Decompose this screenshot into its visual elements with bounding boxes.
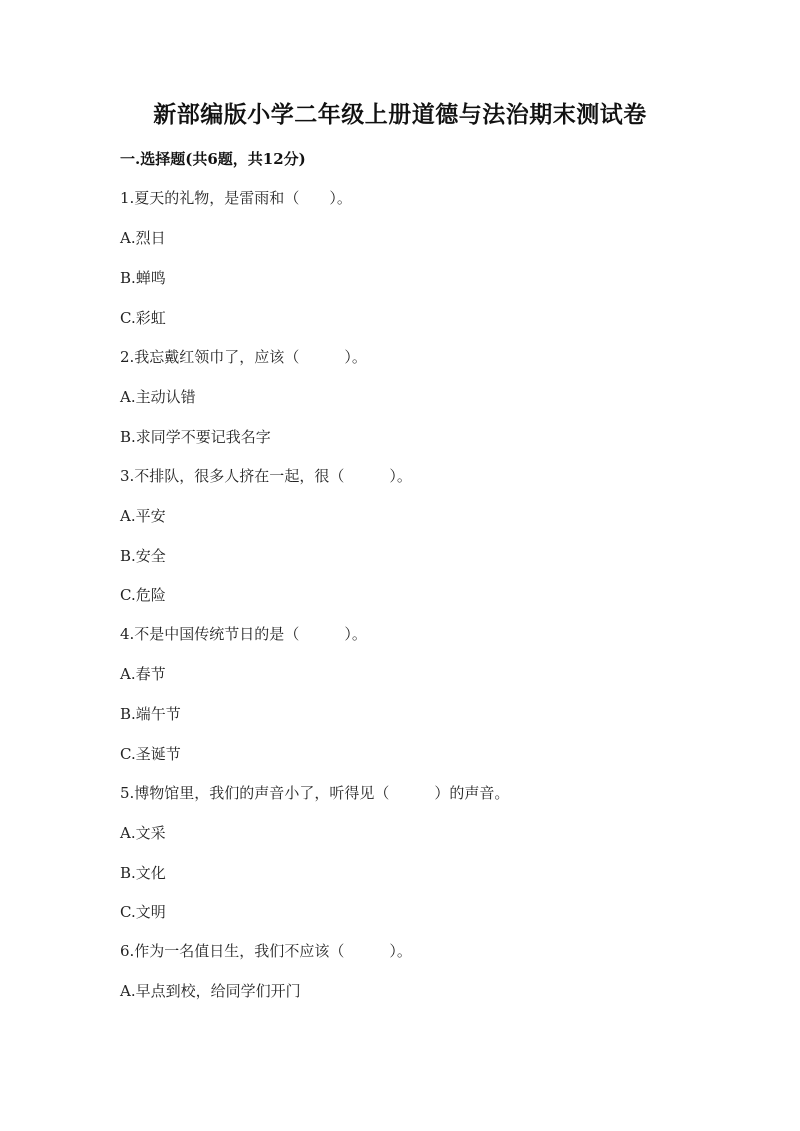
question-stem: 1.夏天的礼物，是雷雨和（ ）。 (120, 189, 352, 207)
answer-option: C.圣诞节 (120, 745, 181, 763)
answer-option: C.彩虹 (120, 309, 166, 327)
question-stem: 4.不是中国传统节日的是（ ）。 (120, 625, 367, 643)
section-heading: 一.选择题(共6题，共12分) (120, 150, 306, 168)
question-stem: 3.不排队，很多人挤在一起，很（ ）。 (120, 467, 412, 485)
answer-option: A.文采 (120, 824, 166, 842)
question-stem: 2.我忘戴红领巾了，应该（ ）。 (120, 348, 367, 366)
answer-option: A.主动认错 (120, 388, 196, 406)
answer-option: A.烈日 (120, 229, 166, 247)
answer-option: C.文明 (120, 903, 166, 921)
answer-option: B.求同学不要记我名字 (120, 428, 271, 446)
page-title: 新部编版小学二年级上册道德与法治期末测试卷 (153, 101, 647, 128)
answer-option: A.平安 (120, 507, 166, 525)
answer-option: B.文化 (120, 864, 166, 882)
answer-option: A.早点到校，给同学们开门 (120, 982, 301, 1000)
question-stem: 6.作为一名值日生，我们不应该（ ）。 (120, 942, 412, 960)
answer-option: A.春节 (120, 665, 166, 683)
answer-option: C.危险 (120, 586, 166, 604)
answer-option: B.端午节 (120, 705, 181, 723)
question-stem: 5.博物馆里，我们的声音小了，听得见（ ）的声音。 (120, 784, 510, 802)
answer-option: B.蝉鸣 (120, 269, 166, 287)
answer-option: B.安全 (120, 547, 166, 565)
